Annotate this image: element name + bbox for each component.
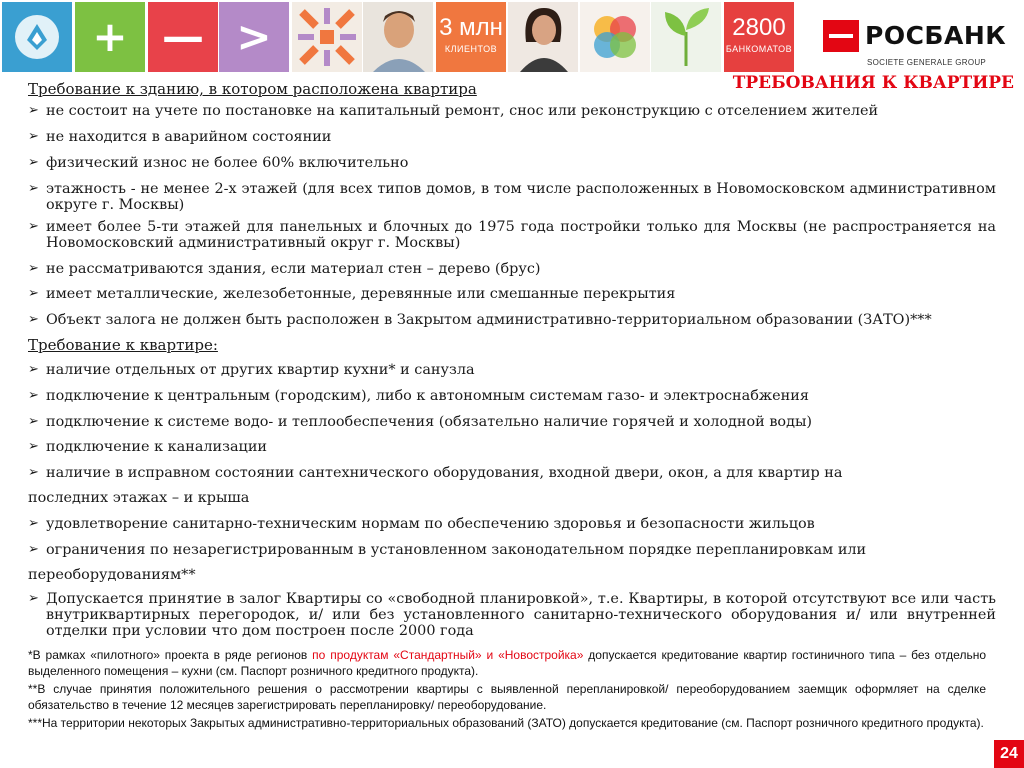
list-item: ➢ Допускается принятие в залог Квартиры со «свободной планировкой», т.е. Квартиры, в которой отсутствуют все или часть внутриквартирных перегородок, и/ или без установленного санитарно-технического оборудования и/ или внутренней отделки при условии что дом построен после 2000 года — [28, 591, 996, 639]
list-item: ➢ имеет металлические, железобетонные, деревянные или смешанные перекрытия — [28, 286, 676, 302]
logo-name: РОСБАНК — [865, 21, 1007, 50]
arrow-bullet-icon: ➢ — [28, 542, 39, 557]
arrow-bullet-icon: ➢ — [28, 181, 39, 196]
list-item: ➢ подключение к центральным (городским), либо к автономным системам газо- и электроснабжения — [28, 388, 809, 404]
list-item: ➢ имеет более 5-ти этажей для панельных и блочных до 1975 года постройки только для Москвы (не распространяется на Новомосковский административный округ г. Москвы) — [28, 219, 996, 251]
woman-photo — [508, 2, 578, 72]
slide-title: ТРЕБОВАНИЯ К КВАРТИРЕ — [732, 73, 1014, 93]
arrows-inward-icon — [292, 2, 362, 72]
arrow-bullet-icon: ➢ — [28, 388, 39, 403]
list-item: ➢ удовлетворение санитарно-техническим нормам по обеспечению здоровья и безопасности жильцов — [28, 516, 815, 532]
list-item: ➢ физический износ не более 60% включительно — [28, 155, 409, 171]
clients-value: 3 млн — [439, 14, 503, 41]
security-shield-icon — [2, 2, 72, 72]
list-item: ➢ подключение к системе водо- и теплообеспечения (обязательно наличие горячей и холодной воды) — [28, 414, 813, 430]
arrow-bullet-icon: ➢ — [28, 312, 39, 327]
sprout-icon — [651, 2, 721, 72]
footnote-3: ***На территории некоторых Закрытых административно-территориальных образований (ЗАТО) допускается кредитование (см. Паспорт розничного кредитного продукта). — [28, 716, 984, 730]
arrow-bullet-icon: ➢ — [28, 129, 39, 144]
arrow-bullet-icon: ➢ — [28, 516, 39, 531]
arrow-bullet-icon: ➢ — [28, 261, 39, 276]
clients-label: КЛИЕНТОВ — [444, 44, 498, 54]
greater-than-icon: > — [236, 12, 272, 61]
list-item: ➢ Объект залога не должен быть расположен в Закрытом административно-территориальном образовании (ЗАТО)*** — [28, 312, 932, 328]
arrow-bullet-icon: ➢ — [28, 219, 39, 234]
arrow-bullet-icon: ➢ — [28, 155, 39, 170]
list-item: ➢ не состоит на учете по постановке на капитальный ремонт, снос или реконструкцию с отселением жителей — [28, 103, 879, 119]
atm-label: БАНКОМАТОВ — [725, 44, 793, 54]
footnote-highlight: по продуктам «Стандартный» и «Новостройка» — [312, 648, 584, 662]
atm-value: 2800 — [732, 14, 786, 41]
atm-tile — [724, 2, 794, 72]
footnotes — [28, 647, 986, 733]
list-item: ➢ подключение к канализации — [28, 439, 267, 455]
arrow-bullet-icon: ➢ — [28, 414, 39, 429]
greater-tile — [219, 2, 289, 72]
color-circles-icon — [580, 2, 650, 72]
list-item: ➢ наличие в исправном состоянии сантехнического оборудования, входной двери, окон, а для квартир на — [28, 465, 843, 481]
list-item: ➢ наличие отдельных от других квартир кухни* и санузла — [28, 362, 475, 378]
plus-tile — [75, 2, 145, 72]
logo-mark-icon — [823, 20, 859, 52]
page-number: 24 — [994, 740, 1024, 768]
footnote-2: **В случае принятия положительного решения о рассмотрении квартиры с выявленной перепланировкой/ переоборудованием заемщик оформляет на сделке обязательство в течение 12 месяцев зарегистрировать перепланировку/ переоборудование. — [28, 682, 986, 712]
plus-icon: + — [92, 12, 128, 61]
list-item: ➢ этажность - не менее 2-х этажей (для всех типов домов, в том числе расположенных в Новомосковском административном округе г. Москвы) — [28, 181, 996, 213]
logo-subtitle: SOCIETE GENERALE GROUP — [867, 58, 987, 67]
apartment-requirements-heading: Требование к квартире: — [28, 336, 218, 354]
arrow-bullet-icon: ➢ — [28, 591, 39, 606]
arrow-bullet-icon: ➢ — [28, 362, 39, 377]
rosbank-logo — [823, 20, 1008, 70]
list-item: ➢ не находится в аварийном состоянии — [28, 129, 332, 145]
minus-icon: — — [162, 12, 204, 61]
clients-tile — [436, 2, 506, 72]
list-item-continuation: последних этажах – и крыша — [28, 490, 250, 506]
arrow-bullet-icon: ➢ — [28, 286, 39, 301]
list-item: ➢ ограничения по незарегистрированным в установленном законодательном порядке перепланировкам или — [28, 542, 867, 558]
header-banner — [0, 0, 800, 72]
arrow-bullet-icon: ➢ — [28, 465, 39, 480]
list-item-continuation: переоборудованиям** — [28, 567, 196, 583]
list-item: ➢ не рассматриваются здания, если материал стен – дерево (брус) — [28, 261, 541, 277]
arrow-bullet-icon: ➢ — [28, 439, 39, 454]
arrow-bullet-icon: ➢ — [28, 103, 39, 118]
footnote-1: *В рамках «пилотного» проекта в ряде регионов по продуктам «Стандартный» и «Новостройка» допускается кредитование квартир гостиничного типа – без отдельно выделенного помещения – кухни (см. Паспорт розничного кредитного продукта). — [28, 648, 987, 678]
building-requirements-heading: Требование к зданию, в котором расположена квартира — [28, 80, 477, 98]
minus-tile — [148, 2, 218, 72]
smiling-man-photo — [363, 2, 433, 72]
